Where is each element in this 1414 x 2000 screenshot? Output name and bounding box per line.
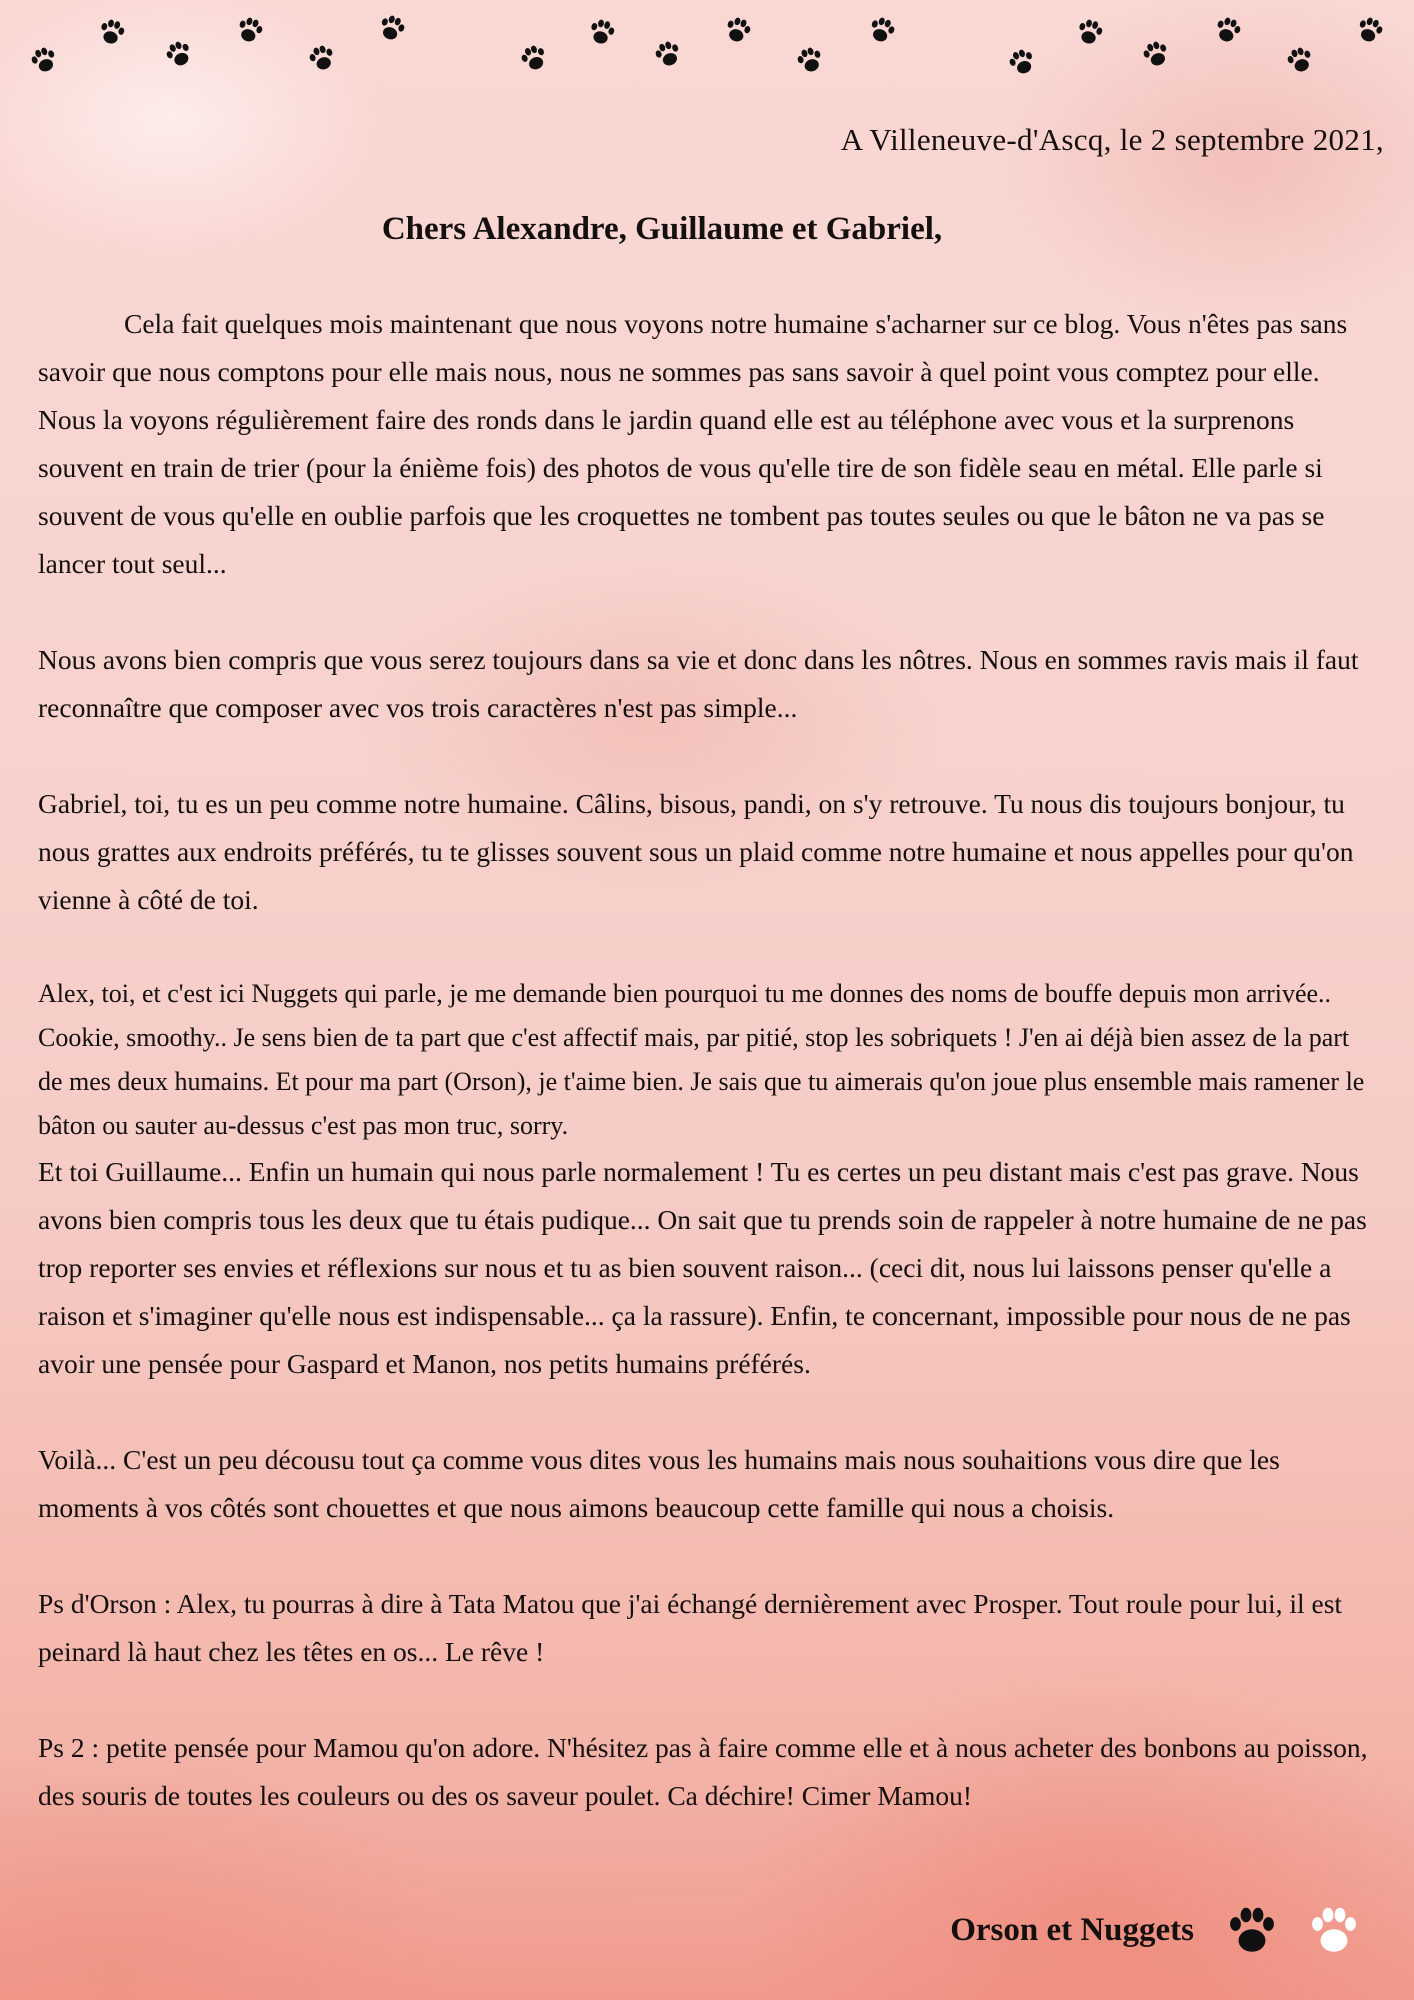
letter-paragraph: Nous avons bien compris que vous serez toujours dans sa vie et donc dans les nôtres. Nous en sommes ravis mais il faut reconnaître que composer avec vos trois caractères n'est pas simple... [38, 644, 1359, 723]
paw-print-icon [718, 10, 758, 50]
paw-print-icon [302, 38, 342, 78]
paw-print-icon [1349, 9, 1390, 50]
paw-print-icon [861, 9, 902, 50]
paw-print-icon [371, 7, 412, 48]
paw-print-icon [23, 39, 64, 80]
black-paw-print-icon [1222, 1900, 1282, 1960]
letter-salutation: Chers Alexandre, Guillaume et Gabriel, [381, 211, 943, 247]
paw-print-icon [1280, 40, 1320, 80]
letter-paragraph: Alex, toi, et c'est ici Nuggets qui parle, je me demande bien pourquoi tu me donnes des noms de bouffe depuis mon arrivée.. Cookie, smoothy.. Je sens bien de ta part que c'est affectif mais, par pitié, stop les sobriquets ! J'en ai déjà bien assez de la part de mes deux humains. Et pour ma part (Orson), je t'aime bien. Je sais que tu aimerais qu'on joue plus ensemble mais ramener le bâton ou sauter au-dessus c'est pas mon truc, sorry. [38, 979, 1365, 1140]
letter-body [38, 300, 1378, 1820]
paw-print-icon [1070, 12, 1109, 51]
paw-print-border [0, 0, 1414, 90]
paw-print-icon [92, 12, 131, 51]
paw-print-icon [158, 33, 201, 76]
white-paw-print-icon [1304, 1900, 1364, 1960]
letter-paragraph: Cela fait quelques mois maintenant que nous voyons notre humaine s'acharner sur ce blog. Vous n'êtes pas sans savoir que nous comptons pour elle mais nous, nous ne sommes pas sans savoir à quel point vous comptez pour elle. Nous la voyons régulièrement faire des ronds dans le jardin quand elle est au téléphone avec vous et la surprenons souvent en train de trier (pour la énième fois) des photos de vous qu'elle tire de son fidèle seau en métal. Elle parle si souvent de vous qu'elle en oublie parfois que les croquettes ne tombent pas toutes seules ou que le bâton ne va pas se lancer tout seul... [38, 308, 1348, 579]
letter-paragraph: Ps 2 : petite pensée pour Mamou qu'on adore. N'hésitez pas à faire comme elle et à nous acheter des bonbons au poisson, des souris de toutes les couleurs ou des os saveur poulet. Ca déchire! Cimer Mamou! [38, 1732, 1368, 1811]
paw-print-icon [230, 10, 270, 50]
signature-block [950, 1900, 1364, 1960]
letter-paragraph: Et toi Guillaume... Enfin un humain qui nous parle normalement ! Tu es certes un peu distant mais c'est pas grave. Nous avons bien compris tous les deux que tu étais pudique... On sait que tu prends soin de rappeler à notre humaine de ne pas trop reporter ses envies et réflexions sur nous et tu as bien souvent raison... (ceci dit, nous lui laissons penser qu'elle a raison et s'imaginer qu'elle nous est indispensable... ça la rassure). Enfin, te concernant, impossible pour nous de ne pas avoir une pensée pour Gaspard et Manon, nos petits humains préférés. [38, 1156, 1367, 1379]
paw-print-icon [647, 33, 688, 74]
paw-print-icon [513, 37, 555, 79]
paw-print-icon [1001, 41, 1043, 83]
letter-date-line: A Villeneuve-d'Ascq, le 2 septembre 2021, [840, 122, 1384, 157]
letter-paragraph: Ps d'Orson : Alex, tu pourras à dire à Tata Matou que j'ai échangé dernièrement avec Prosper. Tout roule pour lui, il est peinard là haut chez les têtes en os... Le rêve ! [38, 1588, 1343, 1667]
letter-paragraph: Gabriel, toi, tu es un peu comme notre humaine. Câlins, bisous, pandi, on s'y retrouve. Tu nous dis toujours bonjour, tu nous grattes aux endroits préférés, tu te glisses souvent sous un plaid comme notre humaine et nous appelles pour qu'on vienne à côté de toi. [38, 788, 1354, 915]
letter-paragraph: Voilà... C'est un peu décousu tout ça comme vous dites vous les humains mais nous souhaitions vous dire que les moments à vos côtés sont chouettes et que nous aimons beaucoup cette famille qui nous a choisis. [38, 1444, 1280, 1523]
paw-print-icon [582, 12, 621, 51]
letter-signature: Orson et Nuggets [950, 1911, 1194, 1948]
paw-print-icon [1135, 33, 1176, 74]
paw-print-icon [1208, 10, 1248, 50]
paw-print-icon [790, 40, 830, 80]
